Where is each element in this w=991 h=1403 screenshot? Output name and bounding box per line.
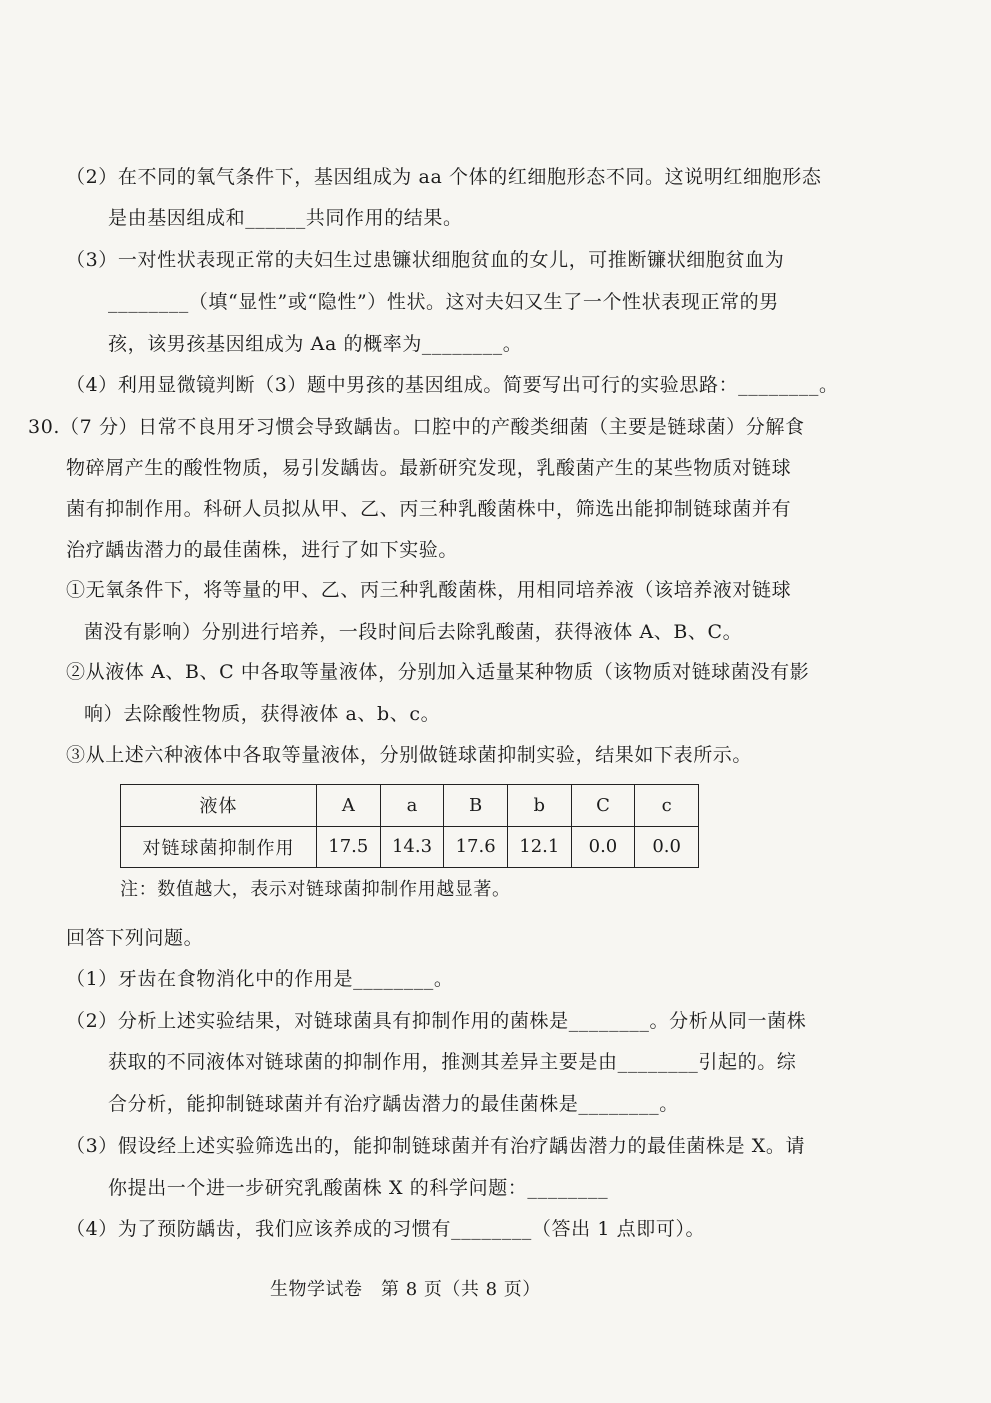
step1-line1: ①无氧条件下，将等量的甲、乙、丙三种乳酸菌株，用相同培养液（该培养液对链球 [66, 579, 792, 601]
q29-3-line2: ________（填“显性”或“隐性”）性状。这对夫妇又生了一个性状表现正常的男 [108, 291, 779, 313]
step2-line2: 响）去除酸性物质，获得液体 a、b、c。 [84, 703, 441, 725]
table-header-label: 液体 [121, 785, 317, 827]
subq2-line2: 获取的不同液体对链球菌的抑制作用，推测其差异主要是由________引起的。综 [108, 1051, 797, 1073]
step3-line: ③从上述六种液体中各取等量液体，分别做链球菌抑制实验，结果如下表所示。 [66, 744, 753, 766]
table-cell: 0.0 [635, 826, 699, 868]
q29-2-line2: 是由基因组成和______共同作用的结果。 [108, 207, 463, 229]
table-col-header: A [317, 785, 381, 827]
q29-4-line: （4）利用显微镜判断（3）题中男孩的基因组成。简要写出可行的实验思路：________。 [66, 374, 839, 396]
subq3-line1: （3）假设经上述实验筛选出的，能抑制链球菌并有治疗龋齿潜力的最佳菌株是 X。请 [66, 1135, 806, 1157]
table-row [121, 826, 699, 868]
subq4-line: （4）为了预防龋齿，我们应该养成的习惯有________（答出 1 点即可）。 [66, 1218, 706, 1240]
subq2-line1: （2）分析上述实验结果，对链球菌具有抑制作用的菌株是________。分析从同一菌株 [66, 1010, 807, 1032]
q30-stem-line2: 物碎屑产生的酸性物质，易引发龋齿。最新研究发现，乳酸菌产生的某些物质对链球 [66, 457, 792, 479]
q29-3-line1: （3）一对性状表现正常的夫妇生过患镰状细胞贫血的女儿，可推断镰状细胞贫血为 [66, 249, 785, 271]
table-col-header: C [571, 785, 635, 827]
table-col-header: B [444, 785, 508, 827]
table-cell: 14.3 [380, 826, 444, 868]
table-cell: 17.6 [444, 826, 508, 868]
table-cell: 17.5 [317, 826, 381, 868]
subq3-line2: 你提出一个进一步研究乳酸菌株 X 的科学问题：________ [108, 1177, 609, 1199]
inhibition-result-table [120, 784, 699, 868]
q29-2-line1: （2）在不同的氧气条件下，基因组成为 aa 个体的红细胞形态不同。这说明红细胞形态 [66, 166, 822, 188]
q30-stem-line1: 30.（7 分）日常不良用牙习惯会导致龋齿。口腔中的产酸类细菌（主要是链球菌）分解食 [28, 416, 805, 438]
subq1-line: （1）牙齿在食物消化中的作用是________。 [66, 968, 454, 990]
q29-3-line3: 孩，该男孩基因组成为 Aa 的概率为________。 [108, 333, 523, 355]
step2-line1: ②从液体 A、B、C 中各取等量液体，分别加入适量某种物质（该物质对链球菌没有影 [66, 661, 810, 683]
table-col-header: c [635, 785, 699, 827]
table-col-header: a [380, 785, 444, 827]
step1-line2: 菌没有影响）分别进行培养，一段时间后去除乳酸菌，获得液体 A、B、C。 [84, 621, 743, 643]
table-row [121, 785, 699, 827]
answer-intro: 回答下列问题。 [66, 927, 204, 949]
subq2-line3: 合分析，能抑制链球菌并有治疗龋齿潜力的最佳菌株是________。 [108, 1093, 679, 1115]
page-footer: 生物学试卷 第 8 页（共 8 页） [270, 1279, 541, 1300]
q30-stem-line3: 菌有抑制作用。科研人员拟从甲、乙、丙三种乳酸菌株中，筛选出能抑制链球菌并有 [66, 498, 792, 520]
table-note: 注：数值越大，表示对链球菌抑制作用越显著。 [120, 879, 511, 900]
table-row-label: 对链球菌抑制作用 [121, 826, 317, 868]
q30-stem-line4: 治疗龋齿潜力的最佳菌株，进行了如下实验。 [66, 539, 459, 561]
table-col-header: b [507, 785, 571, 827]
table-cell: 0.0 [571, 826, 635, 868]
table-cell: 12.1 [507, 826, 571, 868]
